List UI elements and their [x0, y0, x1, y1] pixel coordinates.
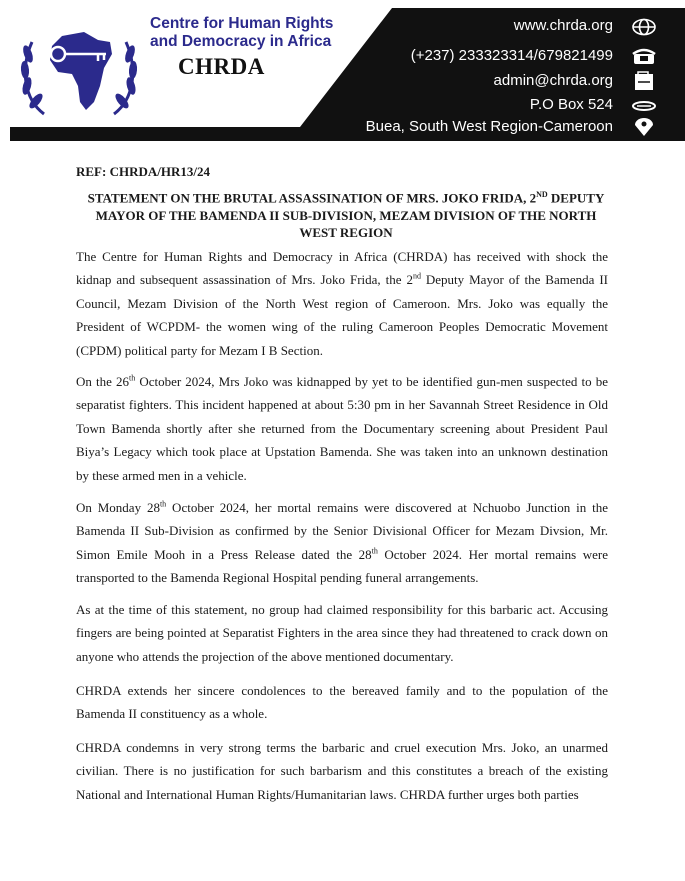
contact-email[interactable]: admin@chrda.org — [493, 72, 613, 89]
org-abbreviation: CHRDA — [178, 54, 265, 79]
globe-icon — [631, 18, 657, 36]
contact-address: Buea, South West Region-Cameroon — [365, 118, 613, 135]
paragraph-6: CHRDA condemns in very strong terms the barbaric and cruel execution Mrs. Joko, an unarmed civilian. There is no justification for such barbarism and this constitutes a breach of the existing National and International Human Rights/Humanitarian laws. CHRDA further urges both parties — [76, 740, 608, 802]
reference-number: REF: CHRDA/HR13/24 — [76, 164, 210, 179]
p3-sup1: th — [159, 499, 167, 509]
paragraph-5: CHRDA extends her sincere condolences to the bereaved family and to the population of the Bamenda II constituency as a whole. — [76, 683, 608, 722]
paragraph-1 — [76, 245, 608, 362]
p1-text-a: The Centre for Human Rights and Democracy in Africa (CHRDA) has received with shock the kidnap and subsequent assassination of Mrs. Joko Frida, the 2 — [76, 249, 608, 288]
p2-sup: th — [128, 373, 136, 383]
p1-sup: nd — [412, 272, 421, 282]
contact-po-box: P.O Box 524 — [529, 96, 613, 113]
paragraph-2 — [76, 370, 608, 487]
p3-text-b: October 2024, her mortal remains were discovered at Nchuobo Junction in the Bamenda II Sub-Division as confirmed by the Senior Divisional Officer for Mezam Divsion, Mr. Simon Emile Mooh in a Press Release dated the 28 — [76, 500, 608, 562]
p2-text-a: On the 26 — [76, 374, 129, 389]
org-name-line2: and Democracy in Africa — [150, 33, 332, 50]
statement-title — [76, 186, 616, 242]
mailbox-icon — [631, 97, 657, 115]
contact-phone[interactable]: (+237) 233323314/679821499 — [410, 47, 613, 64]
title-sup: ND — [536, 190, 548, 199]
paragraph-4: As at the time of this statement, no group had claimed responsibility for this barbaric act. Accusing fingers are being pointed at Separatist Fighters in the area since they had threatened to crack down on anyone who attends the projection of the above mentioned documentary. — [76, 602, 608, 664]
chrda-logo — [14, 14, 144, 132]
letterhead — [0, 0, 685, 150]
location-pin-icon — [631, 116, 657, 138]
p3-text-c: October 2024. Her mortal remains were transported to the Bamenda Regional Hospital pending funeral arrangements. — [76, 546, 608, 586]
p3-text-a: On Monday 28 — [76, 500, 160, 515]
org-name-line1: Centre for Human Rights — [150, 15, 334, 32]
contact-website[interactable]: www.chrda.org — [513, 17, 613, 34]
p1-text-b: Deputy Mayor of the Bamenda II Council, Mezam Division of the North West region of Cameroon. Mrs. Joko was equally the President of WCPDM- the women wing of the ruling Cameroon Peoples Democratic Movement (CPDM) political party for Mezam I B Section. — [76, 272, 608, 358]
title-part2: DEPUTY MAYOR OF THE BAMENDA II SUB-DIVISION, MEZAM DIVISION OF THE NORTH WEST REGION — [95, 190, 605, 241]
p3-sup2: th — [371, 546, 378, 556]
title-part1: STATEMENT ON THE BRUTAL ASSASSINATION OF MRS. JOKO FRIDA, 2 — [87, 190, 537, 206]
phone-icon — [631, 48, 657, 66]
mail-icon — [631, 70, 657, 92]
org-name — [150, 15, 333, 51]
p2-text-b: October 2024, Mrs Joko was kidnapped by yet to be identified gun-men suspected to be separatist fighters. This incident happened at about 5:30 pm in her Savannah Street Residence in Old Town Bamenda shortly after she returned from the Documentary screening about President Paul Biya’s Legacy which took place at Upstation Bamenda. She was taken into an unknown destination by these armed men in a vehicle. — [76, 374, 608, 483]
paragraph-3 — [76, 496, 608, 590]
